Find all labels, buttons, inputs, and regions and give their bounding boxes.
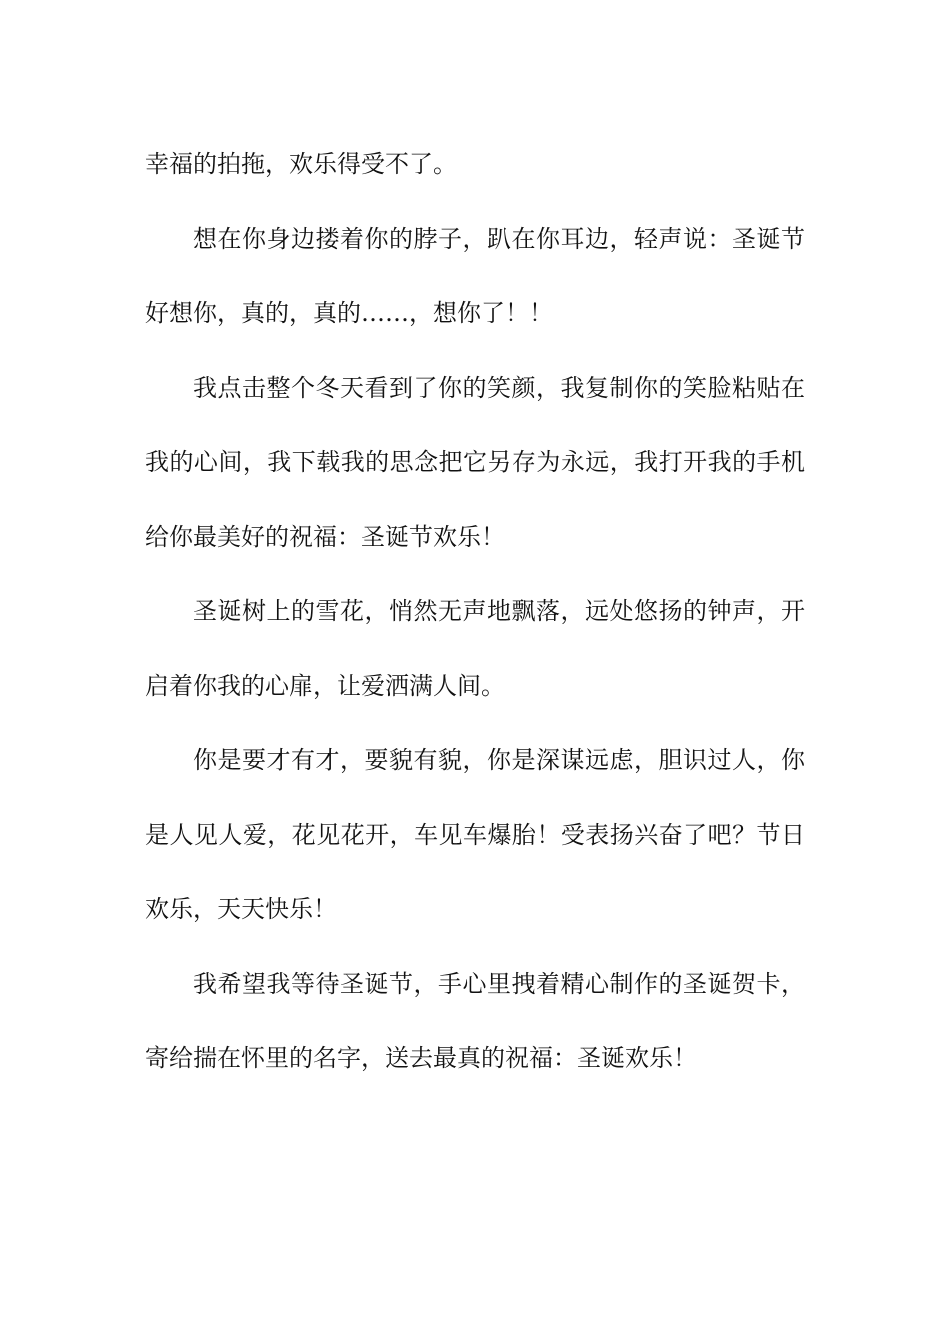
paragraph-3: 我点击整个冬天看到了你的笑颜，我复制你的笑脸粘贴在我的心间，我下载我的思念把它另存为永远，我打开我的手机给你最美好的祝福：圣诞节欢乐！	[145, 373, 805, 551]
paragraph-1: 幸福的拍拖，欢乐得受不了。	[145, 150, 457, 178]
document-body	[145, 127, 805, 1096]
paragraph-2: 想在你身边搂着你的脖子，趴在你耳边，轻声说：圣诞节好想你，真的，真的……，想你了！！	[145, 224, 805, 327]
paragraph-4: 圣诞树上的雪花，悄然无声地飘落，远处悠扬的钟声，开启着你我的心扉，让爱洒满人间。	[145, 597, 805, 700]
paragraph-6: 我希望我等待圣诞节，手心里拽着精心制作的圣诞贺卡，寄给揣在怀里的名字，送去最真的祝福：圣诞欢乐！	[145, 969, 805, 1072]
paragraph-5: 你是要才有才，要貌有貌，你是深谋远虑，胆识过人，你是人见人爱，花见花开，车见车爆胎！受表扬兴奋了吧？节日欢乐，天天快乐！	[145, 746, 805, 923]
